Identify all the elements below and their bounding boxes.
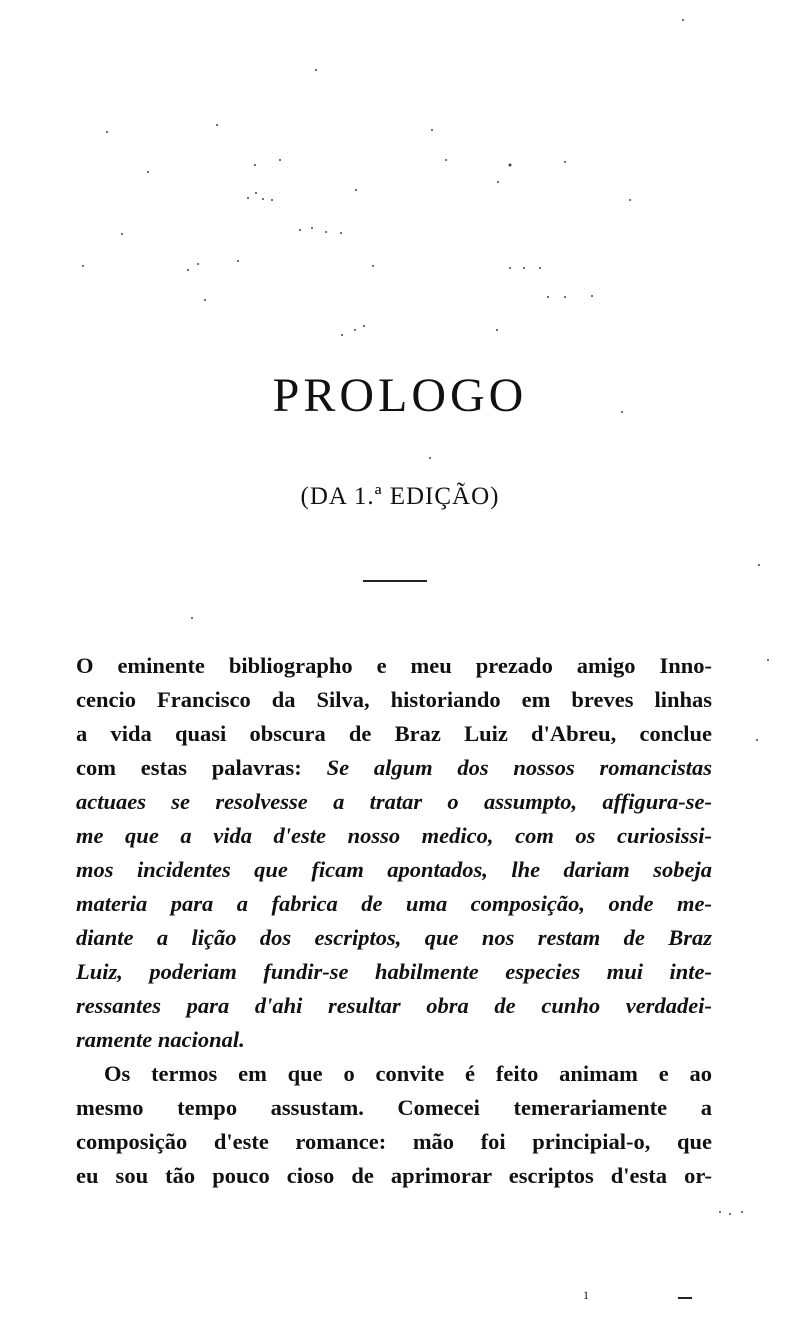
text-line (76, 1159, 712, 1193)
text-line (76, 1091, 712, 1125)
italic-quote-segment: mos incidentes que ficam apontados, lhe dariam sobeja (76, 857, 712, 882)
text-line (76, 853, 712, 887)
italic-quote-segment: ramente nacional. (76, 1027, 245, 1052)
text-line (76, 955, 712, 989)
page-title: PROLOGO (272, 369, 528, 422)
page-signature-mark: 1 (583, 1288, 589, 1302)
text-line (76, 649, 712, 683)
text-line (76, 1125, 712, 1159)
paragraph-1 (76, 649, 712, 1057)
text-segment: Os termos em que o convite é feito animam e ao (104, 1061, 712, 1086)
body-text (76, 649, 712, 1193)
text-line (76, 819, 712, 853)
italic-quote-segment: materia para a fabrica de uma composição, onde me- (76, 891, 712, 916)
text-segment: O eminente bibliographo e meu prezado amigo Inno- (76, 653, 712, 678)
italic-quote-segment: Se algum dos nossos romancistas (326, 755, 712, 780)
italic-quote-segment: actuaes se resolvesse a tratar o assumpto, affigura-se- (76, 789, 712, 814)
text-segment: cencio Francisco da Silva, historiando em breves linhas (76, 687, 712, 712)
text-line (76, 683, 712, 717)
text-segment: com estas palavras: (76, 755, 327, 780)
text-line (76, 785, 712, 819)
italic-quote-segment: diante a lição dos escriptos, que nos restam de Braz (76, 925, 712, 950)
text-line (76, 921, 712, 955)
text-segment: eu sou tão pouco cioso de aprimorar escriptos d'esta or- (76, 1163, 712, 1188)
paragraph-2 (76, 1057, 712, 1193)
text-line (76, 887, 712, 921)
footer-dash (678, 1297, 692, 1299)
text-segment: a vida quasi obscura de Braz Luiz d'Abreu, conclue (76, 721, 712, 746)
text-segment: mesmo tempo assustam. Comecei temerariamente a (76, 1095, 712, 1120)
edition-subtitle: (DA 1.ª EDIÇÃO) (300, 483, 500, 510)
title-divider (363, 580, 427, 582)
italic-quote-segment: ressantes para d'ahi resultar obra de cunho verdadei- (76, 993, 712, 1018)
italic-quote-segment: me que a vida d'este nosso medico, com os curiosissi- (76, 823, 712, 848)
italic-quote-segment: Luiz, poderiam fundir-se habilmente especies mui inte- (76, 959, 712, 984)
text-line (76, 1057, 712, 1091)
text-line (76, 717, 712, 751)
text-line (76, 751, 712, 785)
text-line (76, 1023, 712, 1057)
text-line (76, 989, 712, 1023)
text-segment: composição d'este romance: mão foi principial-o, que (76, 1129, 712, 1154)
